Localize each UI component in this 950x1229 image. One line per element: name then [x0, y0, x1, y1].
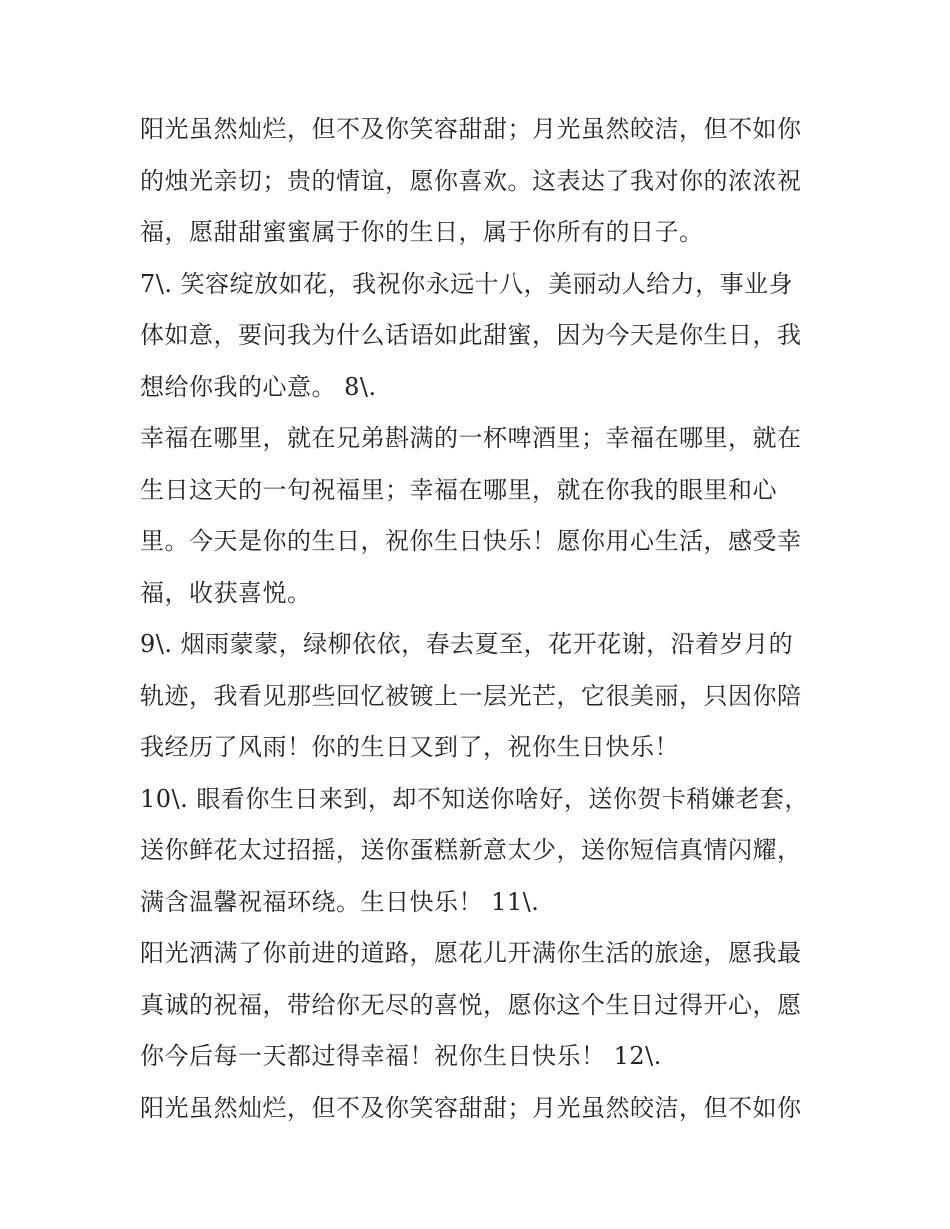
- text-line: 阳光虽然灿烂，但不及你笑容甜甜；月光虽然皎洁，但不如你: [140, 115, 802, 143]
- text-line: 的烛光亲切；贵的情谊，愿你喜欢。这表达了我对你的浓浓祝: [140, 166, 802, 195]
- text-line: 你今后每一天都过得幸福！祝你生日快乐！ 12\.: [140, 1042, 662, 1070]
- text-line: 生日这天的一句祝福里；幸福在哪里，就在你我的眼里和心: [140, 475, 777, 504]
- text-line: 阳光洒满了你前进的道路，愿花儿开满你生活的旅途，愿我最: [140, 939, 802, 967]
- text-line: 真诚的祝福，带给你无尽的喜悦，愿你这个生日过得开心，愿: [140, 990, 802, 1019]
- text-line: 里。今天是你的生日，祝你生日快乐！愿你用心生活，感受幸: [140, 527, 802, 555]
- text-line: 送你鲜花太过招摇，送你蛋糕新意太少，送你短信真情闪耀，: [140, 836, 802, 864]
- text-line: 轨迹，我看见那些回忆被镀上一层光芒，它很美丽，只因你陪: [140, 681, 802, 710]
- text-line: 想给你我的心意。 8\.: [140, 372, 377, 401]
- text-line: 满含温馨祝福环绕。生日快乐！ 11\.: [140, 887, 540, 916]
- text-line: 7\. 笑容绽放如花，我祝你永远十八，美丽动人给力，事业身: [140, 269, 794, 298]
- document-body: [140, 104, 820, 1134]
- text-line: 福，愿甜甜蜜蜜属于你的生日，属于你所有的日子。: [140, 218, 704, 246]
- text-line: 体如意，要问我为什么话语如此甜蜜，因为今天是你生日，我: [140, 321, 802, 349]
- text-line: 阳光虽然灿烂，但不及你笑容甜甜；月光虽然皎洁，但不如你: [140, 1093, 802, 1122]
- text-line: 9\. 烟雨蒙蒙，绿柳依依，春去夏至，花开花谢，沿着岁月的: [140, 630, 794, 658]
- text-line: 我经历了风雨！你的生日又到了，祝你生日快乐！: [140, 733, 679, 761]
- text-line: 福，收获喜悦。: [140, 578, 312, 607]
- text-line: 10\. 眼看你生日来到，却不知送你啥好，送你贺卡稍嫌老套，: [140, 784, 809, 813]
- text-line: 幸福在哪里，就在兄弟斟满的一杯啤酒里；幸福在哪里，就在: [140, 424, 802, 452]
